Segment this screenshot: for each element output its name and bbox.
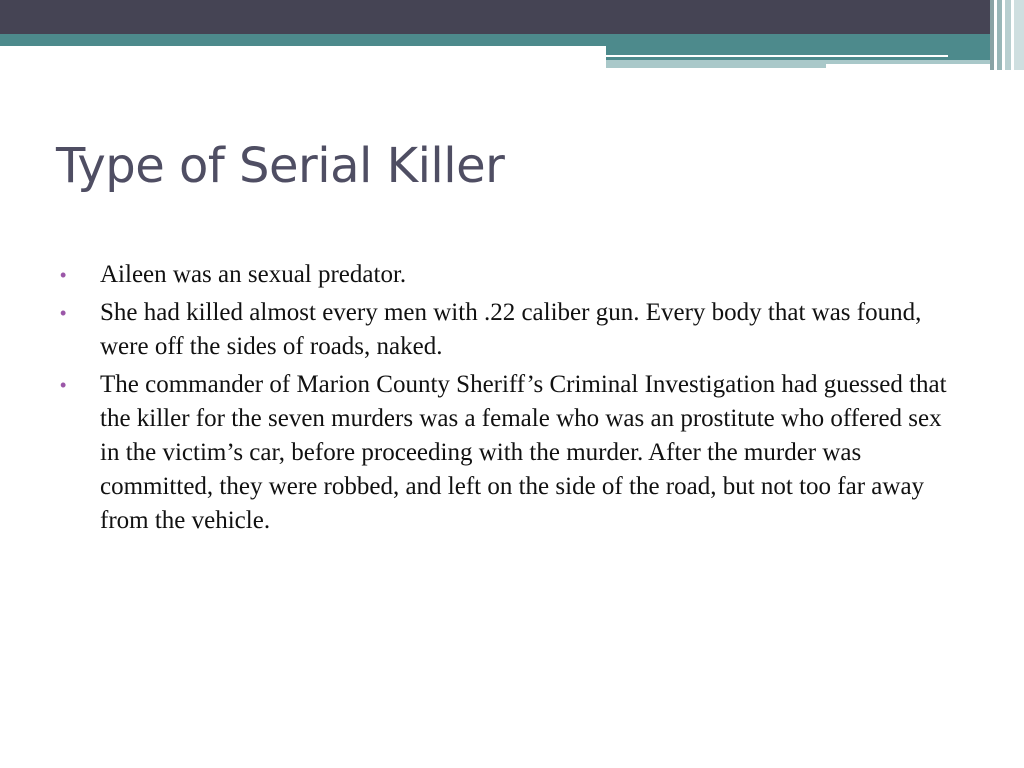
- bullet-item: [58, 368, 948, 538]
- bullet-item: [58, 296, 948, 364]
- bullet-marker-icon: •: [60, 265, 67, 285]
- header-band-light-short: [606, 64, 826, 68]
- bullet-item: [58, 258, 948, 292]
- header-band-teal-lower: [606, 46, 1024, 60]
- header-white-rule: [606, 55, 948, 57]
- bullet-marker-icon: •: [60, 303, 67, 323]
- bullet-text: She had killed almost every men with .22 caliber gun. Every body that was found, were off the sides of roads, naked.: [100, 299, 922, 360]
- slide-title: Type of Serial Killer: [56, 138, 505, 194]
- bullet-text: Aileen was an sexual predator.: [100, 261, 407, 288]
- bullet-marker-icon: •: [60, 375, 67, 395]
- header-band-dark: [0, 0, 1024, 34]
- header-band-teal: [0, 34, 1024, 46]
- bullet-text: The commander of Marion County Sheriff’s Criminal Investigation had guessed that the killer for the seven murders was a female who was an prostitute who offered sex in the victim’s car, before proceeding with the murder. After the murder was committed, they were robbed, and left on the side of the road, but not too far away from the vehicle.: [100, 371, 947, 534]
- header-edge-stripes: [990, 0, 1024, 70]
- bullet-list: [58, 258, 948, 542]
